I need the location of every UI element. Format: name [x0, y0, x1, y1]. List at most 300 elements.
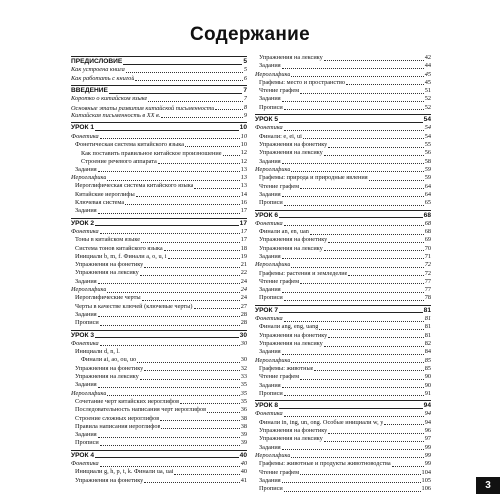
- toc-entry[interactable]: [71, 245, 247, 253]
- toc-leader-dots: [384, 424, 423, 425]
- toc-entry[interactable]: [255, 245, 431, 253]
- toc-leader-dots: [95, 130, 239, 131]
- toc-leader-dots: [137, 362, 240, 363]
- toc-column-left: [71, 54, 247, 485]
- toc-entry[interactable]: [255, 469, 431, 477]
- toc-leader-dots: [300, 93, 424, 94]
- toc-entry-title: Сочетание черт китайских иероглифов: [75, 397, 180, 405]
- toc-leader-dots: [291, 457, 423, 458]
- toc-entry[interactable]: [255, 435, 431, 443]
- toc-entry[interactable]: [255, 95, 431, 103]
- toc-entry-page: 10: [240, 132, 247, 140]
- toc-entry[interactable]: [255, 400, 431, 410]
- toc-entry-title: Задания: [259, 381, 281, 389]
- toc-entry-page: 16: [240, 198, 247, 206]
- toc-entry[interactable]: [71, 311, 247, 319]
- toc-entry-page: 51: [424, 87, 431, 95]
- toc-entry-title: Упражнения на лексику: [259, 149, 323, 157]
- toc-entry-title: Чтение графем: [259, 468, 300, 476]
- toc-entry-title: Финали an, en, uan: [259, 228, 309, 236]
- toc-entry-title: Фонетика: [255, 315, 283, 323]
- toc-entry-page: 54: [424, 132, 431, 140]
- toc-entry[interactable]: [255, 365, 431, 373]
- toc-entry-page: 30: [240, 339, 247, 347]
- toc-leader-dots: [328, 433, 423, 434]
- toc-entry[interactable]: [255, 305, 431, 315]
- toc-entry-page: 17: [239, 219, 247, 227]
- toc-entry[interactable]: [255, 477, 431, 485]
- toc-entry[interactable]: [255, 228, 431, 236]
- toc-entry[interactable]: [71, 174, 247, 182]
- toc-entry-title: Задания: [259, 95, 281, 103]
- toc-entry-page: 72: [424, 261, 431, 269]
- toc-entry[interactable]: [255, 124, 431, 132]
- toc-entry-page: 42: [424, 54, 431, 61]
- toc-entry-page: 19: [240, 252, 247, 260]
- toc-entry-page: 13: [240, 174, 247, 182]
- toc-entry-title: Фонетическая система китайского языка: [75, 140, 184, 148]
- toc-leader-dots: [168, 258, 240, 259]
- toc-entry[interactable]: [71, 66, 247, 74]
- toc-leader-dots: [107, 180, 239, 181]
- toc-entry-title: Задания: [75, 381, 97, 389]
- toc-entry-title: Фонетика: [71, 339, 99, 347]
- toc-leader-dots: [144, 482, 239, 483]
- toc-entry[interactable]: [71, 450, 247, 460]
- toc-leader-dots: [194, 188, 239, 189]
- toc-entry-page: 13: [240, 165, 247, 173]
- toc-entry[interactable]: [71, 56, 247, 66]
- toc-entry-title: Прописи: [259, 294, 283, 302]
- toc-entry-page: 28: [240, 310, 247, 318]
- toc-entry-title: Иероглифика: [255, 70, 291, 78]
- toc-leader-dots: [303, 138, 424, 139]
- toc-entry-title: Задания: [259, 62, 281, 70]
- toc-entry[interactable]: [71, 303, 247, 311]
- toc-entry[interactable]: [255, 199, 431, 207]
- toc-entry-page: 35: [240, 389, 247, 397]
- toc-entry[interactable]: [255, 104, 431, 112]
- toc-entry-title: Фонетика: [71, 460, 99, 468]
- toc-leader-dots: [95, 225, 239, 226]
- toc-entry[interactable]: [71, 75, 247, 83]
- toc-entry-title: Прописи: [259, 103, 283, 111]
- page-title: Содержание: [189, 24, 311, 45]
- toc-leader-dots: [282, 196, 424, 197]
- toc-entry-title: Чтение графем: [259, 277, 300, 285]
- toc-entry-title: Упражнения на фонетику: [259, 141, 328, 149]
- toc-entry[interactable]: [71, 330, 247, 340]
- toc-entry-page: 84: [424, 348, 431, 356]
- toc-entry-page: 71: [424, 252, 431, 260]
- toc-entry-page: 7: [243, 95, 247, 103]
- toc-entry[interactable]: [255, 286, 431, 294]
- toc-entry[interactable]: [71, 373, 247, 381]
- toc-entry-title: УРОК 7: [255, 306, 279, 314]
- toc-entry[interactable]: [255, 444, 431, 452]
- toc-entry-page: 24: [240, 294, 247, 302]
- toc-entry[interactable]: [255, 220, 431, 228]
- toc-leader-dots: [174, 474, 239, 475]
- toc-entry-page: 85: [424, 364, 431, 372]
- toc-entry-page: 81: [424, 331, 431, 339]
- toc-leader-dots: [161, 117, 243, 118]
- toc-entry[interactable]: [255, 348, 431, 356]
- toc-leader-dots: [194, 308, 240, 309]
- toc-leader-dots: [328, 337, 423, 338]
- toc-entry[interactable]: [71, 356, 247, 364]
- toc-entry-title: Задания: [259, 286, 281, 294]
- toc-entry[interactable]: [255, 141, 431, 149]
- toc-entry[interactable]: [71, 236, 247, 244]
- toc-entry-title: Упражнения на фонетику: [259, 331, 328, 339]
- toc-entry-title: Финали ai, ao, ou, uo: [81, 356, 137, 364]
- toc-leader-dots: [282, 101, 424, 102]
- toc-entry[interactable]: [255, 183, 431, 191]
- toc-entry-page: 94: [424, 410, 431, 418]
- toc-leader-dots: [140, 379, 240, 380]
- toc-entry-title: Финали ang, eng, uang: [259, 323, 319, 331]
- toc-leader-dots: [125, 204, 240, 205]
- toc-entry[interactable]: [255, 332, 431, 340]
- toc-entry-page: 36: [240, 406, 247, 414]
- toc-entry[interactable]: [71, 207, 247, 215]
- toc-leader-dots: [284, 491, 421, 492]
- toc-entry[interactable]: [71, 415, 247, 423]
- toc-leader-dots: [282, 258, 424, 259]
- toc-leader-dots: [136, 196, 240, 197]
- toc-entry[interactable]: [71, 95, 247, 103]
- toc-entry-page: 40: [239, 451, 247, 459]
- toc-entry-page: 21: [240, 261, 247, 269]
- toc-entry-title: Коротко о китайском языке: [71, 95, 148, 103]
- toc-leader-dots: [160, 420, 239, 421]
- toc-entry-page: 9: [243, 111, 247, 119]
- toc-leader-dots: [142, 300, 240, 301]
- toc-leader-dots: [310, 234, 424, 235]
- toc-leader-dots: [100, 233, 240, 234]
- toc-entry[interactable]: [71, 158, 247, 166]
- toc-entry[interactable]: [71, 261, 247, 269]
- toc-entry-title: Прописи: [259, 199, 283, 207]
- toc-entry-title: Упражнения на лексику: [75, 373, 139, 381]
- toc-entry-title: Задания: [259, 348, 281, 356]
- toc-leader-dots: [98, 437, 240, 438]
- toc-leader-dots: [300, 188, 424, 189]
- toc-leader-dots: [392, 466, 424, 467]
- toc-entry[interactable]: [71, 423, 247, 431]
- toc-entry-page: 94: [424, 418, 431, 426]
- toc-entry-title: Инициали g, h, p, t, k. Финали ua, uai: [75, 468, 174, 476]
- toc-leader-dots: [100, 345, 240, 346]
- toc-leader-dots: [279, 217, 423, 218]
- toc-entry[interactable]: [71, 85, 247, 95]
- toc-entry[interactable]: [71, 112, 247, 120]
- toc-leader-dots: [300, 379, 424, 380]
- toc-entry-page: 90: [424, 381, 431, 389]
- toc-entry[interactable]: [71, 218, 247, 228]
- toc-entry-page: 45: [424, 78, 431, 86]
- toc-entry-page: 12: [240, 157, 247, 165]
- toc-leader-dots: [109, 93, 242, 94]
- toc-entry-title: Инициали d, n, l.: [75, 348, 120, 356]
- toc-entry[interactable]: [255, 87, 431, 95]
- toc-leader-dots: [98, 213, 240, 214]
- toc-entry[interactable]: [255, 114, 431, 124]
- toc-entry-title: Упражнения на фонетику: [259, 427, 328, 435]
- toc-entry-page: 45: [424, 70, 431, 78]
- toc-entry-title: УРОК 6: [255, 211, 279, 219]
- toc-leader-dots: [95, 337, 239, 338]
- toc-leader-dots: [100, 445, 240, 446]
- toc-entry[interactable]: [255, 54, 431, 62]
- toc-leader-dots: [135, 80, 242, 81]
- toc-entry-page: 30: [240, 356, 247, 364]
- toc-entry[interactable]: [71, 365, 247, 373]
- toc-entry[interactable]: [255, 149, 431, 157]
- toc-entry-title: Иероглифика: [255, 165, 291, 173]
- toc-entry-page: 82: [424, 340, 431, 348]
- toc-entry-page: 64: [424, 182, 431, 190]
- toc-entry-page: 18: [240, 244, 247, 252]
- toc-entry-page: 77: [424, 286, 431, 294]
- toc-entry-page: 17: [240, 227, 247, 235]
- toc-entry-page: 12: [240, 149, 247, 157]
- toc-entry-page: 30: [239, 331, 247, 339]
- toc-entry[interactable]: [71, 390, 247, 398]
- toc-entry-title: Иероглифика: [255, 451, 291, 459]
- toc-entry-page: 59: [424, 174, 431, 182]
- toc-entry-page: 77: [424, 277, 431, 285]
- toc-entry[interactable]: [255, 357, 431, 365]
- toc-leader-dots: [291, 76, 423, 77]
- toc-entry[interactable]: [71, 348, 247, 356]
- toc-entry-page: 52: [424, 95, 431, 103]
- toc-entry-page: 27: [240, 302, 247, 310]
- toc-entry-page: 24: [240, 286, 247, 294]
- toc-entry[interactable]: [255, 158, 431, 166]
- toc-entry[interactable]: [255, 460, 431, 468]
- toc-entry-page: 39: [240, 431, 247, 439]
- toc-entry[interactable]: [255, 390, 431, 398]
- toc-entry[interactable]: [71, 122, 247, 132]
- toc-entry[interactable]: [71, 398, 247, 406]
- toc-entry[interactable]: [255, 71, 431, 79]
- toc-entry[interactable]: [71, 468, 247, 476]
- toc-leader-dots: [314, 370, 423, 371]
- toc-entry[interactable]: [255, 315, 431, 323]
- toc-entry-page: 10: [239, 124, 247, 132]
- toc-entry[interactable]: [71, 477, 247, 485]
- toc-entry-title: Иероглифика: [71, 174, 107, 182]
- toc-entry-page: 32: [240, 364, 247, 372]
- toc-entry[interactable]: [71, 141, 247, 149]
- toc-leader-dots: [369, 180, 424, 181]
- toc-entry-page: 68: [424, 228, 431, 236]
- toc-entry-page: 99: [424, 451, 431, 459]
- toc-leader-dots: [107, 292, 239, 293]
- toc-entry-title: Задания: [75, 207, 97, 215]
- toc-entry-page: 91: [424, 389, 431, 397]
- toc-leader-dots: [185, 146, 240, 147]
- toc-entry[interactable]: [255, 340, 431, 348]
- toc-entry-page: 55: [424, 141, 431, 149]
- toc-entry[interactable]: [255, 62, 431, 70]
- toc-entry-page: 72: [424, 269, 431, 277]
- toc-entry-title: Правила написания иероглифов: [75, 422, 161, 430]
- toc-entry[interactable]: [255, 174, 431, 182]
- toc-entry[interactable]: [255, 485, 431, 493]
- toc-entry[interactable]: [71, 149, 247, 157]
- toc-entry-title: УРОК 3: [71, 331, 95, 339]
- toc-entry-title: Как работать с книгой: [71, 74, 135, 82]
- toc-entry[interactable]: [71, 340, 247, 348]
- toc-leader-dots: [284, 321, 424, 322]
- toc-entry-page: 10: [240, 140, 247, 148]
- toc-entry[interactable]: [255, 323, 431, 331]
- toc-entry-title: Китайские иероглифы: [75, 190, 135, 198]
- toc-leader-dots: [100, 138, 240, 139]
- toc-entry-title: Задания: [75, 277, 97, 285]
- toc-entry-title: Система тонов китайского языка: [75, 244, 163, 252]
- toc-entry-page: 41: [240, 476, 247, 484]
- toc-leader-dots: [284, 109, 424, 110]
- toc-entry-page: 33: [240, 373, 247, 381]
- toc-entry-title: Иероглифика: [255, 261, 291, 269]
- toc-leader-dots: [100, 466, 240, 467]
- toc-entry-title: Упражнения на лексику: [259, 54, 323, 61]
- toc-leader-dots: [123, 64, 242, 65]
- toc-entry-title: Чтение графем: [259, 182, 300, 190]
- toc-entry[interactable]: [255, 261, 431, 269]
- toc-entry[interactable]: [71, 278, 247, 286]
- toc-entry[interactable]: [71, 166, 247, 174]
- toc-entry-page: 106: [421, 485, 431, 493]
- toc-entry-page: 13: [240, 182, 247, 190]
- toc-entry-title: Фонетика: [71, 132, 99, 140]
- toc-entry-page: 17: [240, 236, 247, 244]
- toc-leader-dots: [324, 60, 424, 61]
- toc-leader-dots: [98, 283, 240, 284]
- toc-entry-page: 65: [424, 199, 431, 207]
- toc-entry-title: Прописи: [259, 389, 283, 397]
- toc-entry[interactable]: [71, 182, 247, 190]
- toc-leader-dots: [223, 155, 240, 156]
- toc-entry-page: 5: [243, 58, 247, 66]
- toc-leader-dots: [282, 449, 424, 450]
- toc-entry[interactable]: [255, 253, 431, 261]
- toc-entry-page: 8: [243, 103, 247, 111]
- toc-entry-page: 78: [424, 294, 431, 302]
- toc-entry[interactable]: [71, 228, 247, 236]
- toc-entry-page: 59: [424, 165, 431, 173]
- toc-entry[interactable]: [255, 419, 431, 427]
- toc-entry-title: Упражнения на лексику: [75, 269, 139, 277]
- toc-leader-dots: [98, 171, 240, 172]
- toc-entry-title: Задания: [259, 190, 281, 198]
- toc-entry[interactable]: [255, 270, 431, 278]
- toc-entry-page: 5: [243, 66, 247, 74]
- toc-entry-title: Тоны в китайском языке: [75, 236, 141, 244]
- toc-entry-page: 28: [240, 319, 247, 327]
- toc-entry[interactable]: [71, 294, 247, 302]
- toc-entry[interactable]: [255, 191, 431, 199]
- toc-entry-page: 14: [240, 190, 247, 198]
- toc-entry-page: 39: [240, 439, 247, 447]
- toc-entry[interactable]: [255, 382, 431, 390]
- toc-entry[interactable]: [255, 294, 431, 302]
- toc-leader-dots: [164, 250, 240, 251]
- toc-entry[interactable]: [255, 373, 431, 381]
- toc-entry[interactable]: [71, 406, 247, 414]
- toc-leader-dots: [284, 416, 424, 417]
- toc-leader-dots: [282, 68, 424, 69]
- toc-entry-title: Основные этапы развития китайской письменности: [71, 104, 215, 112]
- toc-leader-dots: [100, 325, 240, 326]
- toc-entry[interactable]: [255, 133, 431, 141]
- toc-entry[interactable]: [255, 79, 431, 87]
- toc-entry[interactable]: [255, 210, 431, 220]
- toc-entry-page: 104: [421, 468, 431, 476]
- toc-entry[interactable]: [71, 253, 247, 261]
- toc-leader-dots: [324, 441, 424, 442]
- toc-entry-page: 54: [424, 124, 431, 132]
- toc-entry[interactable]: [255, 236, 431, 244]
- toc-entry-title: Прописи: [75, 439, 99, 447]
- toc-entry[interactable]: [71, 460, 247, 468]
- toc-entry-title: Инициали b, m, f. Финали a, o, u, i: [75, 252, 167, 260]
- toc-leader-dots: [279, 122, 423, 123]
- toc-entry-title: Финали in, ing, un, ong. Особые инициали w, y: [259, 418, 384, 426]
- toc-leader-dots: [348, 275, 423, 276]
- toc-entry-title: Задания: [259, 443, 281, 451]
- toc-entry-title: УРОК 8: [255, 402, 279, 410]
- toc-entry-title: Строение речевого аппарата: [81, 157, 157, 165]
- toc-entry[interactable]: [71, 191, 247, 199]
- toc-leader-dots: [161, 428, 239, 429]
- toc-leader-dots: [282, 482, 421, 483]
- toc-entry[interactable]: [71, 104, 247, 112]
- toc-entry[interactable]: [255, 427, 431, 435]
- toc-leader-dots: [279, 312, 423, 313]
- toc-entry[interactable]: [71, 381, 247, 389]
- toc-entry-page: 6: [243, 74, 247, 82]
- toc-entry[interactable]: [255, 410, 431, 418]
- toc-entry[interactable]: [71, 133, 247, 141]
- toc-entry-title: УРОК 2: [71, 219, 95, 227]
- toc-leader-dots: [180, 403, 240, 404]
- toc-entry[interactable]: [255, 166, 431, 174]
- toc-entry[interactable]: [71, 199, 247, 207]
- toc-entry-title: Как устроена книга: [71, 66, 125, 74]
- toc-entry-title: Графемы: растения и земледелие: [259, 269, 348, 277]
- toc-entry-title: Фонетика: [255, 410, 283, 418]
- toc-entry-page: 17: [240, 207, 247, 215]
- toc-entry-title: Фонетика: [255, 124, 283, 132]
- toc-entry[interactable]: [71, 286, 247, 294]
- toc-leader-dots: [324, 250, 424, 251]
- toc-entry-page: 40: [240, 468, 247, 476]
- toc-entry[interactable]: [71, 431, 247, 439]
- toc-entry[interactable]: [255, 278, 431, 286]
- toc-entry-title: Графемы: животные: [259, 364, 314, 372]
- toc-entry-page: 105: [421, 476, 431, 484]
- toc-entry-title: Иероглифика: [71, 286, 107, 294]
- toc-entry[interactable]: [71, 439, 247, 447]
- toc-entry[interactable]: [71, 319, 247, 327]
- toc-entry[interactable]: [255, 452, 431, 460]
- toc-entry[interactable]: [71, 269, 247, 277]
